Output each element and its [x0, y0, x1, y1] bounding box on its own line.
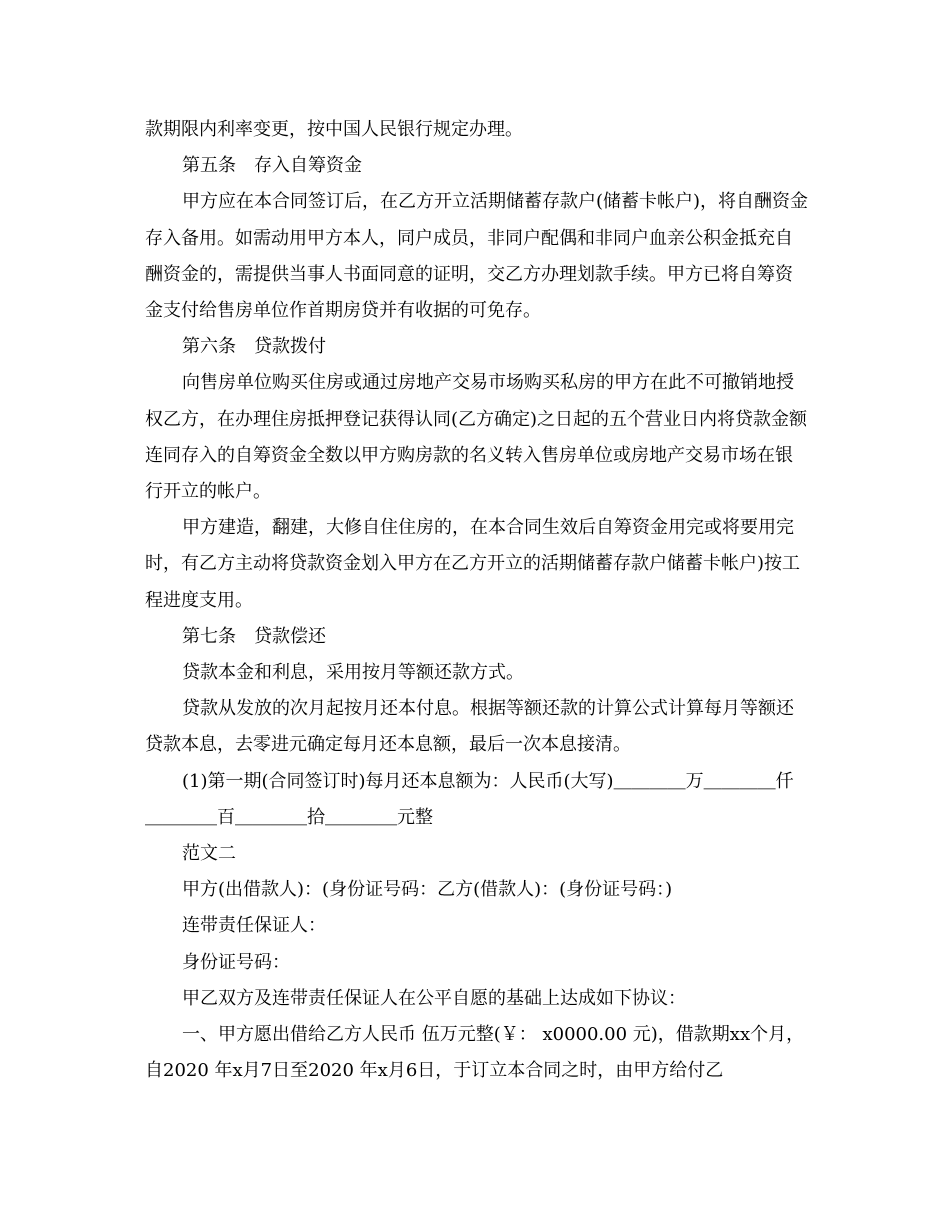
article-five-heading: 第五条 存入自筹资金 — [182, 155, 362, 177]
article-seven-heading: 第七条 贷款偿还 — [182, 625, 326, 647]
paragraph-loan-disbursement-purchase: 向售房单位购买住房或通过房地产交易市场购买私房的甲方在此不可撤销地授权乙方，在办理住房抵押登记获得认同(乙方确定)之日起的五个营业日内将贷款金额连同存入的自筹资金全数以甲方购房款的名义转入售房单位或房地产交易市场在银行开立的帐户。 — [145, 372, 808, 503]
paragraph-repayment-method: 贷款本金和利息，采用按月等额还款方式。 — [182, 662, 524, 684]
paragraph-repayment-schedule: 贷款从发放的次月起按月还本付息。根据等额还款的计算公式计算每月等额还贷款本息，去零进元确定每月还本息额，最后一次本息接清。 — [145, 698, 794, 756]
article-six-heading: 第六条 贷款拨付 — [182, 336, 326, 358]
paragraph-loan-disbursement-construction: 甲方建造，翻建，大修自住住房的，在本合同生效后自筹资金用完或将要用完时，有乙方主动将贷款资金划入甲方在乙方开立的活期储蓄存款户储蓄卡帐户)按工程进度支用。 — [145, 517, 801, 611]
paragraph-rate-change-continuation: 款期限内利率变更，按中国人民银行规定办理。 — [145, 119, 523, 140]
sample-two-heading: 范文二 — [182, 843, 236, 865]
paragraph-self-funds-deposit: 甲方应在本合同签订后，在乙方开立活期储蓄存款户(储蓄卡帐户)，将自酬资金存入备用。如需动用甲方本人，同户成员，非同户配偶和非同户血亲公积金抵充自酬资金的，需提供当事人书面同意的证明，交乙方办理划款手续。甲方已将自筹资金支付给售房单位作首期房贷并有收据的可免存。 — [145, 191, 809, 322]
clause-one-paragraph: 一、甲方愿出借给乙方人民币 伍万元整(￥： x0000.00 元)，借款期xx个月，自2020 年x月7日至2020 年x月6日，于订立本合同之时，由甲方给付乙 — [145, 1024, 805, 1082]
id-number-line: 身份证号码： — [182, 951, 290, 973]
guarantor-line: 连带责任保证人： — [182, 915, 326, 937]
document-body — [145, 112, 810, 1089]
paragraph-first-installment: (1)第一期(合同签订时)每月还本息额为：人民币(大写)＿＿＿＿万＿＿＿＿仟＿＿＿＿百＿＿＿＿拾＿＿＿＿元整 — [145, 770, 794, 828]
agreement-intro-line: 甲乙双方及连带责任保证人在公平自愿的基础上达成如下协议： — [182, 987, 686, 1009]
parties-line: 甲方(出借款人)：(身份证号码：乙方(借款人)：(身份证号码：) — [182, 879, 673, 901]
